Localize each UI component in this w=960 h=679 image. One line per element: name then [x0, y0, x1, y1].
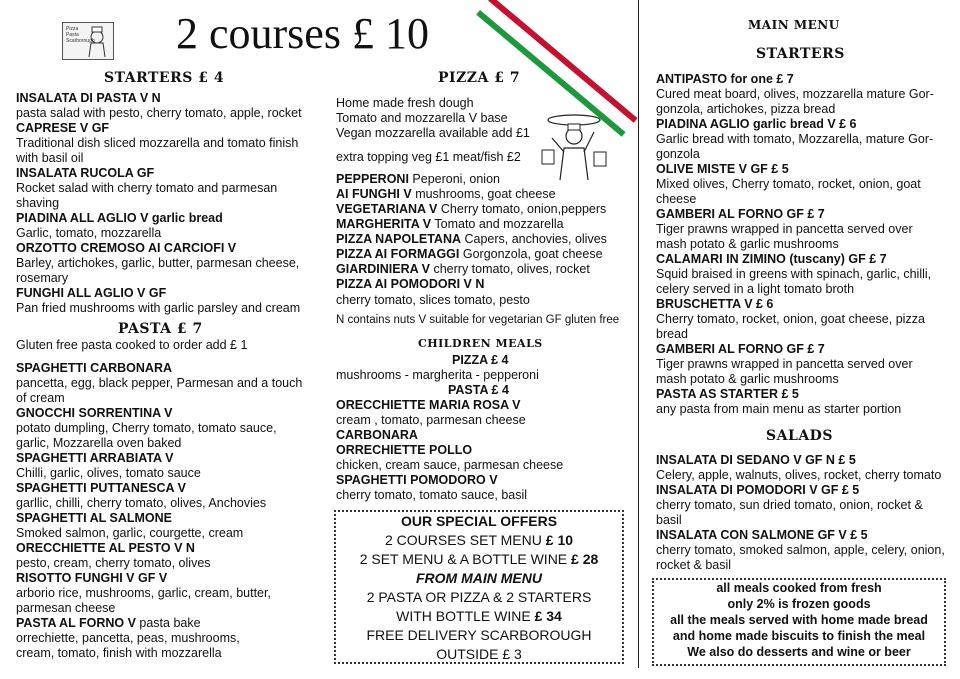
menu-item	[336, 398, 563, 413]
menu-item-title: CARBONARA	[336, 428, 418, 442]
column-divider	[638, 0, 639, 668]
menu-item	[656, 342, 934, 387]
menu-item-name	[16, 91, 302, 106]
menu-item-name	[656, 252, 934, 267]
offer-line: 2 COURSES SET MENU £ 10	[384, 532, 574, 548]
fresh-line: all meals cooked from fresh	[716, 581, 882, 595]
menu-item	[336, 247, 607, 262]
menu-item-title: GAMBERI AL FORNO GF £ 7	[656, 207, 825, 221]
menu-item-name	[16, 451, 302, 466]
starters-heading: STARTERS £ 4	[104, 70, 225, 86]
children-pizza-price: PIZZA £ 4	[452, 353, 509, 367]
menu-item-name	[16, 241, 302, 256]
menu-item-title: PIZZA AI FORMAGGI	[336, 247, 460, 261]
menu-item-title: INSALATA CON SALMONE GF V £ 5	[656, 528, 868, 542]
menu-item-desc: potato dumpling, Cherry tomato, tomato sauce,	[16, 421, 277, 435]
menu-item-title: SPAGHETTI ARRABIATA V	[16, 451, 174, 465]
menu-item-desc: garlic, Mozzarella oven baked	[16, 436, 182, 450]
menu-item	[656, 117, 934, 162]
menu-item-desc: cream, tomato, finish with mozzarella	[16, 646, 222, 660]
menu-item-desc: mash potato & garlic mushrooms	[656, 237, 839, 251]
fresh-cooking-box	[652, 578, 946, 666]
children-pizza-desc: mushrooms - margherita - pepperoni	[336, 368, 539, 382]
menu-item-title: ORZOTTO CREMOSO AI CARCIOFI V	[16, 241, 237, 255]
menu-item	[336, 187, 607, 202]
menu-item-name	[16, 286, 302, 301]
menu-item-desc: celery served in a light tomato broth	[656, 282, 855, 296]
page-title: 2 courses £ 10	[176, 9, 429, 58]
offer-line: 2 SET MENU & A BOTTLE WINE £ 28	[359, 551, 599, 567]
right-starters-heading: STARTERS	[756, 46, 845, 62]
menu-item-title: SPAGHETTI AL SALMONE	[16, 511, 173, 525]
menu-item-title: VEGETARIANA V	[336, 202, 438, 216]
menu-item-name	[656, 162, 934, 177]
menu-item-name	[16, 571, 302, 586]
menu-item-desc: Chilli, garlic, olives, tomato sauce	[16, 466, 201, 480]
pasta-list	[16, 361, 302, 661]
chef-icon	[63, 23, 113, 59]
menu-item-desc: Squid braised in greens with spinach, garlic, chilli,	[656, 267, 932, 281]
menu-item-note: pasta bake	[139, 616, 201, 630]
menu-item-desc: rocket & basil	[656, 558, 732, 572]
menu-item-desc: Rocket salad with cherry tomato and parmesan	[16, 181, 278, 195]
menu-item-desc: Pan fried mushrooms with garlic parsley and cream	[16, 301, 301, 315]
menu-item-title: CAPRESE V GF	[16, 121, 110, 135]
menu-item-desc: garllic, chilli, cherry tomato, olives, Anchovies	[16, 496, 267, 510]
menu-item	[16, 241, 302, 286]
menu-item-desc: Traditional dish sliced mozzarella and tomato finish	[16, 136, 299, 150]
main-menu-heading: MAIN MENU	[748, 18, 840, 32]
menu-item-desc: Cured meat board, olives, mozzarella mature Gor-	[656, 87, 934, 101]
menu-item-title: SPAGHETTI PUTTANESCA V	[16, 481, 186, 495]
menu-item-title: MARGHERITA V	[336, 217, 432, 231]
menu-item-desc: any pasta from main menu as starter portion	[656, 402, 902, 416]
menu-item-title: FUNGHI ALL AGLIO V GF	[16, 286, 167, 300]
menu-item-title: ORRECHIETTE POLLO	[336, 443, 473, 457]
menu-item-desc: mushrooms, goat cheese	[415, 187, 556, 201]
menu-item-desc: Mixed olives, Cherry tomato, rocket, onion, goat	[656, 177, 921, 191]
offer-line: FREE DELIVERY SCARBOROUGH	[366, 627, 592, 643]
menu-item	[16, 121, 302, 166]
menu-item-desc: cherry tomato, olives, rocket	[433, 262, 590, 276]
dietary-legend: N contains nuts V suitable for vegetarian GF gluten free	[336, 314, 620, 326]
menu-item-name	[16, 541, 302, 556]
offers-title: OUR SPECIAL OFFERS	[400, 513, 558, 529]
menu-item-desc: Tiger prawns wrapped in pancetta served over	[656, 222, 913, 236]
menu-item	[16, 91, 302, 121]
menu-item	[656, 297, 934, 342]
menu-item-desc: Gorgonzola, goat cheese	[462, 247, 603, 261]
menu-item	[16, 211, 302, 241]
fresh-line: only 2% is frozen goods	[727, 597, 871, 611]
menu-item	[336, 202, 607, 217]
menu-item-name	[656, 207, 934, 222]
menu-item-desc: pancetta, egg, black pepper, Parmesan and a touch	[16, 376, 303, 390]
menu-item	[656, 453, 945, 483]
pizza-intro-line: Vegan mozzarella available add £1	[336, 126, 530, 140]
menu-item-name	[656, 342, 934, 357]
menu-item	[336, 428, 563, 443]
menu-item	[16, 616, 302, 661]
offer-line: FROM MAIN MENU	[416, 570, 542, 586]
menu-item-name	[16, 166, 302, 181]
menu-item-title: RISOTTO FUNGHI V GF V	[16, 571, 168, 585]
menu-item-desc: chicken, cream sauce, parmesan cheese	[336, 458, 564, 472]
menu-item-desc: cream , tomato, parmesan cheese	[336, 413, 526, 427]
fresh-line: all the meals served with home made bread	[670, 613, 928, 627]
menu-item	[336, 443, 563, 458]
offer-line: 2 PASTA OR PIZZA & 2 STARTERS	[366, 589, 592, 605]
menu-item-desc: Peperoni, onion	[412, 172, 500, 186]
menu-item	[336, 262, 607, 277]
restaurant-logo: Pizza Pasta Scarborough	[62, 22, 114, 60]
menu-item-desc: Garlic, tomato, mozzarella	[16, 226, 162, 240]
menu-item-title: OLIVE MISTE V GF £ 5	[656, 162, 789, 176]
menu-item-desc: orrechiette, pancetta, peas, mushrooms,	[16, 631, 240, 645]
menu-item-desc: cherry tomato, tomato sauce, basil	[336, 488, 528, 502]
topping-note: extra topping veg £1 meat/fish £2	[336, 150, 521, 164]
menu-item	[16, 361, 302, 406]
right-starters-list	[656, 72, 934, 417]
menu-item-title: INSALATA DI SEDANO V GF N £ 5	[656, 453, 856, 467]
menu-item	[16, 166, 302, 211]
menu-item-desc: cherry tomato, smoked salmon, apple, celery, onion,	[656, 543, 945, 557]
menu-item-title: ORECCHIETTE MARIA ROSA V	[336, 398, 521, 412]
menu-item-title: AI FUNGHI V	[336, 187, 412, 201]
pizza-intro	[336, 96, 530, 141]
children-pasta-price: PASTA £ 4	[448, 383, 509, 397]
menu-item-title: PEPPERONI	[336, 172, 409, 186]
menu-item	[336, 232, 607, 247]
menu-item-desc: shaving	[16, 196, 60, 210]
menu-item-desc: cheese	[656, 192, 697, 206]
children-list	[336, 398, 563, 503]
menu-item-name	[656, 453, 945, 468]
menu-item	[16, 571, 302, 616]
pizza-heading: PIZZA £ 7	[438, 70, 521, 86]
menu-item-name	[16, 211, 302, 226]
pizza-list	[336, 172, 607, 292]
menu-item-title: ANTIPASTO for one £ 7	[656, 72, 794, 86]
menu-item	[336, 217, 607, 232]
menu-item-desc: mash potato & garlic mushrooms	[656, 372, 839, 386]
menu-item-desc: rosemary	[16, 271, 69, 285]
offer-line: WITH BOTTLE WINE £ 34	[396, 608, 562, 624]
menu-item-title: PIZZA AI POMODORI V N	[336, 277, 485, 291]
menu-item-desc: Tomato and mozzarella	[434, 217, 564, 231]
menu-item-name	[656, 387, 934, 402]
menu-item-desc: gonzola	[656, 147, 700, 161]
menu-item-desc: of cream	[16, 391, 65, 405]
pizza-intro-line: Home made fresh dough	[336, 96, 474, 110]
menu-item	[656, 387, 934, 417]
menu-item-title: SPAGHETTI POMODORO V	[336, 473, 498, 487]
menu-item-desc: Cherry tomato, rocket, onion, goat cheese, pizza	[656, 312, 925, 326]
menu-item-desc: Capers, anchovies, olives	[464, 232, 607, 246]
fresh-line: and home made biscuits to finish the meal	[672, 629, 926, 643]
menu-item	[16, 451, 302, 481]
menu-item-name	[656, 72, 934, 87]
menu-item	[336, 473, 563, 488]
menu-item-desc: Cherry tomato, onion,peppers	[440, 202, 607, 216]
menu-item-name	[16, 406, 302, 421]
menu-item-desc: gonzola, artichokes, pizza bread	[656, 102, 836, 116]
menu-item	[16, 286, 302, 316]
special-offers-box	[334, 510, 624, 664]
menu-item-desc: Celery, apple, walnuts, olives, rocket, cherry tomato	[656, 468, 942, 482]
menu-item-title: CALAMARI IN ZIMINO (tuscany) GF £ 7	[656, 252, 887, 266]
menu-item-desc: cherry tomato, sun dried tomato, onion, rocket &	[656, 498, 923, 512]
pomodori-desc: cherry tomato, slices tomato, pesto	[336, 293, 530, 307]
fresh-line: We also do desserts and wine or beer	[687, 645, 911, 659]
menu-item	[656, 207, 934, 252]
starters-list	[16, 91, 302, 316]
menu-item-name	[16, 481, 302, 496]
menu-item-desc: Smoked salmon, garlic, courgette, cream	[16, 526, 244, 540]
menu-item	[336, 172, 607, 187]
menu-item	[656, 72, 934, 117]
menu-item	[656, 528, 945, 573]
menu-item-name	[16, 616, 302, 631]
menu-item-title: BRUSCHETTA V £ 6	[656, 297, 774, 311]
menu-item-name	[16, 511, 302, 526]
menu-item-title: GAMBERI AL FORNO GF £ 7	[656, 342, 825, 356]
menu-item-name	[656, 483, 945, 498]
menu-item	[16, 481, 302, 511]
menu-item-name	[656, 297, 934, 312]
menu-item-name	[656, 528, 945, 543]
menu-item	[16, 541, 302, 571]
children-heading: CHILDREN MEALS	[418, 337, 543, 350]
menu-item-name	[16, 121, 302, 136]
menu-item	[656, 252, 934, 297]
menu-item-desc: pesto, cream, cherry tomato, olives	[16, 556, 211, 570]
offer-line: OUTSIDE £ 3	[436, 646, 522, 662]
menu-item	[336, 277, 607, 292]
menu-item-title: PIADINA ALL AGLIO V garlic bread	[16, 211, 223, 225]
menu-item-title: ORECCHIETTE AL PESTO V N	[16, 541, 195, 555]
menu-item-title: INSALATA DI POMODORI V GF £ 5	[656, 483, 860, 497]
salads-list	[656, 453, 945, 573]
menu-item-desc: Barley, artichokes, garlic, butter, parmesan cheese,	[16, 256, 300, 270]
menu-item-title: SPAGHETTI CARBONARA	[16, 361, 173, 375]
menu-item-title: PIZZA NAPOLETANA	[336, 232, 461, 246]
menu-item-title: GNOCCHI SORRENTINA V	[16, 406, 173, 420]
menu-item-title: INSALATA RUCOLA GF	[16, 166, 155, 180]
menu-item-name	[656, 117, 934, 132]
menu-item-desc: Garlic bread with tomato, Mozzarella, mature Gor-	[656, 132, 934, 146]
menu-item-desc: parmesan cheese	[16, 601, 116, 615]
salads-heading: SALADS	[766, 428, 833, 444]
menu-item-desc: Tiger prawns wrapped in pancetta served over	[656, 357, 913, 371]
menu-item-desc: bread	[656, 327, 688, 341]
menu-item-title: PIADINA AGLIO garlic bread V £ 6	[656, 117, 857, 131]
menu-item-title: INSALATA DI PASTA V N	[16, 91, 161, 105]
menu-item	[16, 511, 302, 541]
pasta-note: Gluten free pasta cooked to order add £ 1	[16, 338, 248, 352]
menu-item-desc: basil	[656, 513, 682, 527]
menu-item	[656, 483, 945, 528]
menu-item-title: GIARDINIERA V	[336, 262, 430, 276]
menu-item-name	[16, 361, 302, 376]
menu-item	[16, 406, 302, 451]
menu-item-desc: with basil oil	[16, 151, 84, 165]
menu-item-desc: pasta salad with pesto, cherry tomato, apple, rocket	[16, 106, 302, 120]
menu-item-title: PASTA AL FORNO V	[16, 616, 136, 630]
menu-item-desc: arborio rice, mushrooms, garlic, cream, butter,	[16, 586, 271, 600]
menu-item-title: PASTA AS STARTER £ 5	[656, 387, 799, 401]
pizza-intro-line: Tomato and mozzarella V base	[336, 111, 508, 125]
menu-item	[656, 162, 934, 207]
pasta-heading: PASTA £ 7	[118, 321, 203, 337]
